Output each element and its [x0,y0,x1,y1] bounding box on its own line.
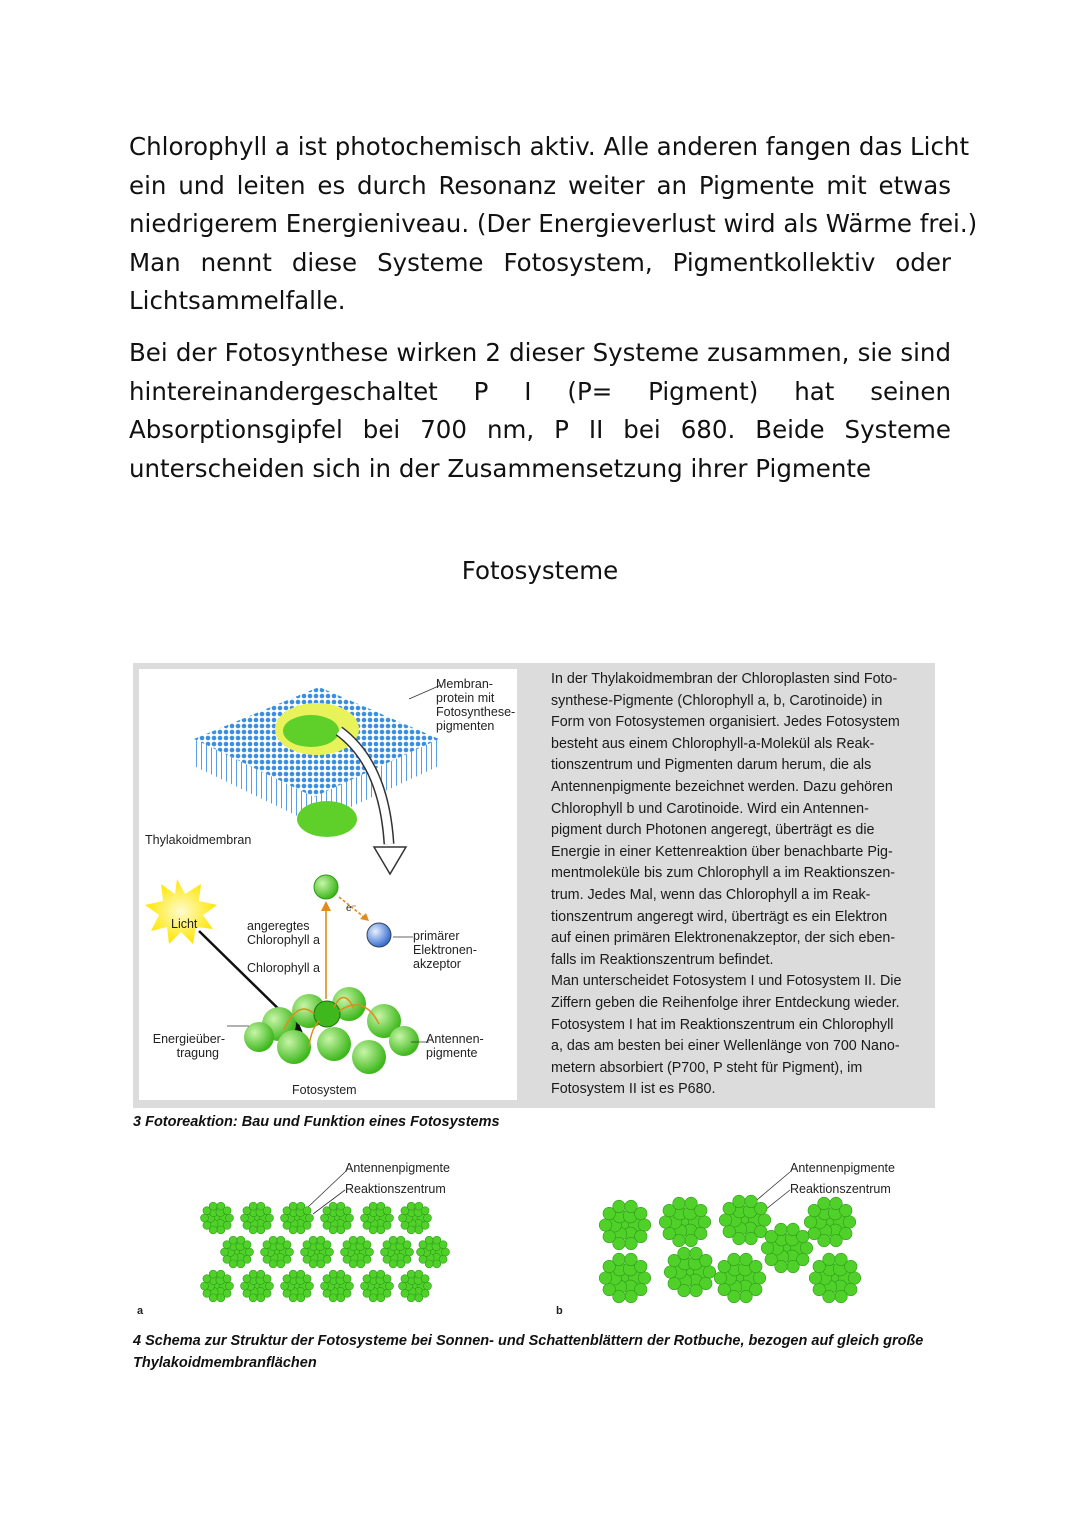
photosystem-rosette [399,1270,432,1302]
photosystem-rosette [659,1197,711,1247]
text-line: Form von Fotosystemen organisiert. Jedes Fotosystem [551,714,900,731]
membrane-protein-bottom [297,801,357,837]
photosystem-rosette [221,1236,254,1268]
figure-3-caption: 3 Fotoreaktion: Bau und Funktion eines Fotosystems [133,1114,500,1130]
text-line: trum. Jedes Mal, wenn das Chlorophyll a im Reak- [551,886,871,903]
membrane-protein-core [283,715,339,747]
label-line: akzeptor [413,957,461,971]
text-line: falls im Reaktionszentrum befindet. [551,951,774,968]
thylakoid-label: Thylakoidmembran [145,833,252,847]
photosystem-rosette [241,1202,274,1234]
section-heading: Fotosysteme [461,556,619,585]
text-line: Bei der Fotosynthese wirken 2 dieser Systeme zusammen, sie sind [129,338,951,367]
photosystem-rosette [361,1270,394,1302]
photosystem-rosette [719,1195,771,1245]
photosystem-rosette [321,1202,354,1234]
label-line: primärer [413,929,460,943]
label-line: Elektronen- [413,943,477,957]
photosystem-rosette [281,1270,314,1302]
label-line: Chlorophyll a [247,933,320,947]
text-line: Man nennt diese Systeme Fotosystem, Pigmentkollektiv oder [129,247,951,277]
chlorophyll-label: Chlorophyll a [247,961,320,975]
paragraph-1 [129,128,978,321]
photosystem-label: Fotosystem [292,1083,357,1097]
energy-transfer-label [147,1032,225,1060]
photosystem-grid [599,1195,861,1303]
text-line: besteht aus einem Chlorophyll-a-Molekül als Reak- [551,735,875,752]
photosystem-rosette [201,1270,234,1302]
membrane-protein-label [436,677,515,733]
label-line: Antennen- [426,1032,484,1046]
light-label: Licht [171,917,198,931]
label-line: Energieüber- [152,1032,225,1046]
caption-line: Thylakoidmembranflächen [133,1355,317,1371]
text-line: auf einen primären Elektronenakzeptor, der sich eben- [551,930,896,947]
photosystem-rosette [381,1236,414,1268]
text-line: tionszentrum und Pigmenten darum herum, die als [551,757,872,774]
label-line: pigmenten [436,719,495,733]
label-line: angeregtes [247,919,310,933]
text-line: metern absorbiert (P700, P steht für Pigment), im [551,1059,863,1076]
text-line: Absorptionsgipfel bei 700 nm, P II bei 680. Beide Systeme [129,415,951,444]
electron-acceptor [367,923,391,947]
figure-illustration-panel [139,669,517,1100]
text-line: ein und leiten es durch Resonanz weiter an Pigmente mit etwas [129,170,951,200]
text-line: Chlorophyll b und Carotinoide. Wird ein Antennen- [551,800,869,817]
text-line: tionszentrum angeregt wird, überträgt es ein Elektron [551,908,888,925]
fig4a-antenna-label: Antennenpigmente [345,1161,450,1175]
photosystem-rosette [599,1253,651,1303]
excited-chlorophyll-label [247,919,320,947]
photosystem-rosette [664,1247,716,1297]
zoom-arrow-head [374,847,406,874]
photosystem-rosette [761,1223,813,1273]
excitation-arrow-head [321,901,331,911]
photosystem-rosette [361,1202,394,1234]
fig4a-center-label: Reaktionszentrum [345,1182,446,1196]
photosystem-rosette [321,1270,354,1302]
text-line: Energie in einer Kettenreaktion über benachbarte Pig- [551,843,893,860]
photosystem-rosette [399,1202,432,1234]
label-line: Membran- [436,677,493,691]
photosystem-rosette [599,1200,651,1250]
figure-photosystem [133,663,935,1108]
text-line: Man unterscheidet Fotosystem I und Fotosystem II. Die [551,973,902,990]
fig4-letter-a: a [137,1305,144,1317]
figure-4-caption [133,1330,923,1374]
electron-label: e⁻ [346,903,357,914]
photosystem-rosette [301,1236,334,1268]
photosystem-rosette [804,1197,856,1247]
text-line: Lichtsammelfalle. [129,286,346,315]
photosystem-rosette [341,1236,374,1268]
photosystem-rosette [281,1202,314,1234]
label-line: Fotosynthese- [436,705,516,719]
figure-description-text [551,669,933,1101]
sun-leaf-photosystems [195,1160,465,1305]
antenna-label [426,1032,484,1060]
text-line: In der Thylakoidmembran der Chloroplasten sind Foto- [551,671,898,687]
photosystem-rosette [417,1236,450,1268]
photosystem-rosette [809,1253,861,1303]
fig4b-antenna-label: Antennenpigmente [790,1161,895,1175]
label-line: protein mit [436,691,495,705]
photosystem-rosette [714,1253,766,1303]
caption-line: 4 Schema zur Struktur der Fotosysteme bei Sonnen- und Schattenblättern der Rotbuche, bezogen auf gleich große [133,1333,924,1349]
paragraph-2 [129,334,951,488]
text-line: Fotosystem I hat im Reaktionszentrum ein Chlorophyll [551,1016,894,1033]
photosystem-rosette [241,1270,274,1302]
text-line: synthese-Pigmente (Chlorophyll a, b, Carotinoide) in [551,692,883,709]
photosystem-rosette [201,1202,234,1234]
text-line: Ziffern geben die Reihenfolge ihrer Entdeckung wieder. [551,994,900,1011]
text-line: Chlorophyll a ist photochemisch aktiv. Alle anderen fangen das Licht [129,132,970,161]
photosystem-grid [201,1202,450,1302]
text-line: a, das am besten bei einer Wellenlänge von 700 Nano- [551,1038,900,1055]
sun-icon [145,879,217,944]
text-line: hintereinandergeschaltet P I (P= Pigment) hat seinen [129,376,951,406]
shade-leaf-photosystems [595,1160,875,1305]
label-line: pigmente [426,1046,478,1060]
fig4b-center-label: Reaktionszentrum [790,1182,891,1196]
text-line: pigment durch Photonen angeregt, überträgt es die [551,822,875,839]
excited-chlorophyll [314,875,338,899]
text-line: Antennenpigmente bezeichnet werden. Dazu gehören [551,778,893,795]
label-line: tragung [176,1046,219,1060]
text-line: unterscheiden sich in der Zusammensetzung ihrer Pigmente [129,453,872,483]
fig4-letter-b: b [556,1305,563,1317]
electron-transfer-arrow-head [360,913,369,921]
photosystem-rosette [261,1236,294,1268]
text-line: niedrigerem Energieniveau. (Der Energieverlust wird als Wärme frei.) [129,209,978,238]
text-line: mentmoleküle bis zum Chlorophyll a im Reaktionszen- [551,865,896,882]
text-line: Fotosystem II ist es P680. [551,1081,716,1098]
electron-acceptor-label [413,929,477,971]
